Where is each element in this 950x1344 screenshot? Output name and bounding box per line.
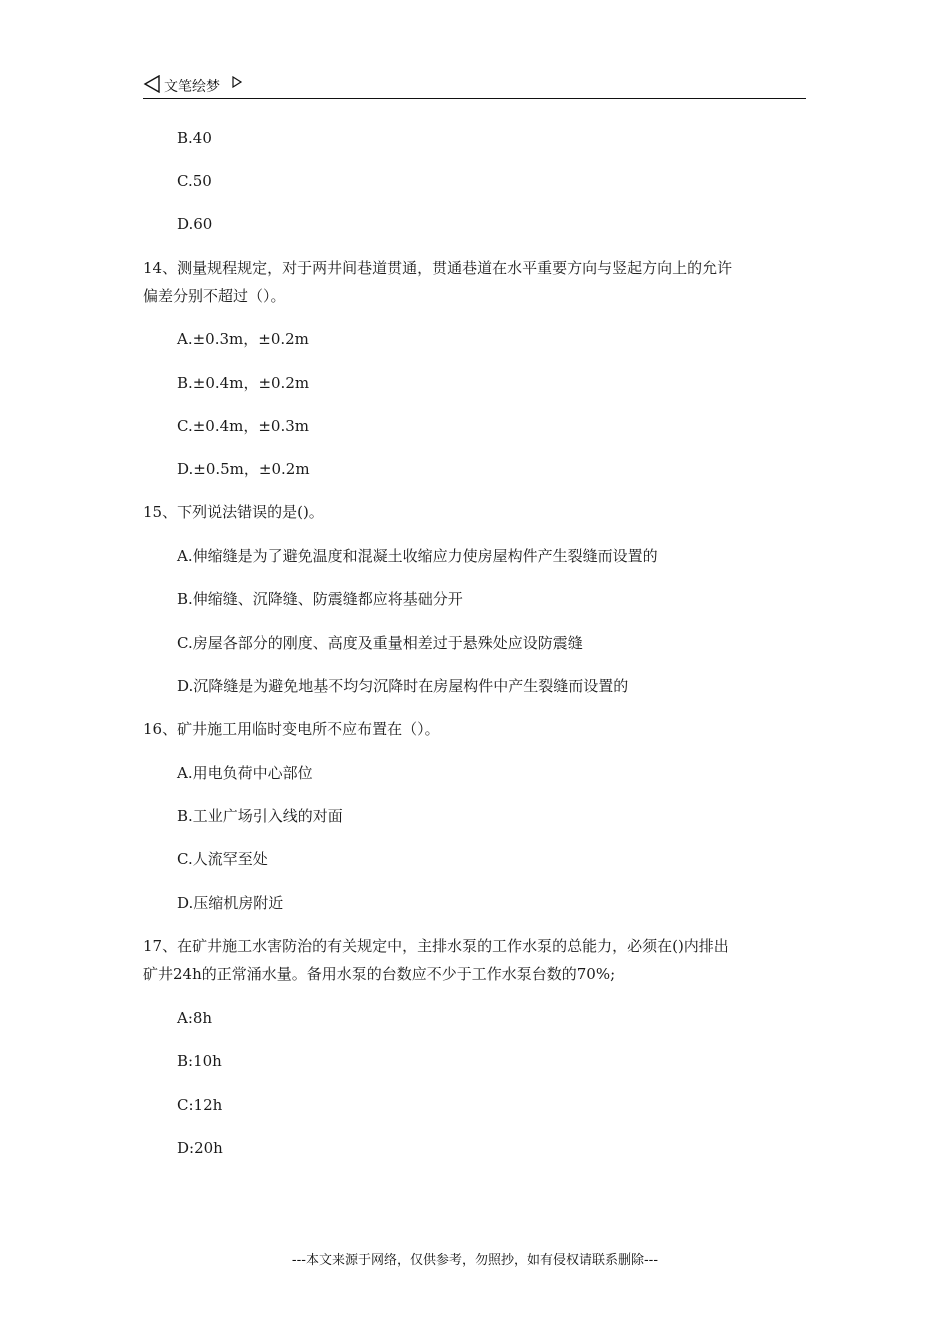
q15-option-c: C.房屋各部分的刚度、高度及重量相差过于悬殊处应设防震缝 bbox=[177, 634, 583, 652]
q16-option-a: A.用电负荷中心部位 bbox=[177, 764, 313, 782]
header-title: 文笔绘梦 bbox=[164, 79, 220, 95]
q16-stem: 16、矿井施工用临时变电所不应布置在（）。 bbox=[143, 720, 440, 738]
q16-option-b: B.工业广场引入线的对面 bbox=[177, 807, 343, 825]
q14-option-c: C.±0.4m，±0.3m bbox=[177, 417, 310, 435]
q16-option-c: C.人流罕至处 bbox=[177, 850, 268, 868]
q15-option-b: B.伸缩缝、沉降缝、防震缝都应将基础分开 bbox=[177, 590, 463, 608]
q15-option-d: D.沉降缝是为避免地基不均匀沉降时在房屋构件中产生裂缝而设置的 bbox=[177, 677, 629, 695]
q13-option-c: C.50 bbox=[177, 172, 212, 190]
q15-option-a: A.伸缩缝是为了避免温度和混凝土收缩应力使房屋构件产生裂缝而设置的 bbox=[177, 547, 658, 565]
q14-stem-line1: 14、测量规程规定，对于两井间巷道贯通，贯通巷道在水平重要方向与竖起方向上的允许 bbox=[143, 259, 733, 277]
q14-option-d: D.±0.5m，±0.2m bbox=[177, 460, 310, 478]
q14-option-b: B.±0.4m，±0.2m bbox=[177, 374, 310, 392]
q17-option-b: B:10h bbox=[177, 1052, 222, 1070]
page-header bbox=[143, 72, 806, 99]
q17-option-a: A:8h bbox=[177, 1009, 213, 1027]
q17-option-d: D:20h bbox=[177, 1139, 223, 1157]
q17-stem-line1: 17、在矿井施工水害防治的有关规定中，主排水泵的工作水泵的总能力，必须在()内排出 bbox=[143, 937, 729, 955]
triangle-left-outline-icon bbox=[143, 75, 161, 93]
q17-option-c: C:12h bbox=[177, 1096, 223, 1114]
footer-disclaimer: ---本文来源于网络，仅供参考，勿照抄，如有侵权请联系删除--- bbox=[291, 1253, 659, 1268]
triangle-right-outline-icon bbox=[231, 76, 243, 88]
q14-option-a: A.±0.3m，±0.2m bbox=[177, 330, 309, 348]
q14-stem-line2: 偏差分别不超过（）。 bbox=[143, 287, 286, 305]
q15-stem: 15、下列说法错误的是()。 bbox=[143, 503, 324, 521]
q16-option-d: D.压缩机房附近 bbox=[177, 894, 284, 912]
q13-option-d: D.60 bbox=[177, 215, 213, 233]
q13-option-b: B.40 bbox=[177, 129, 212, 147]
q17-stem-line2: 矿井24h的正常涌水量。备用水泵的台数应不少于工作水泵台数的70%; bbox=[143, 965, 616, 983]
